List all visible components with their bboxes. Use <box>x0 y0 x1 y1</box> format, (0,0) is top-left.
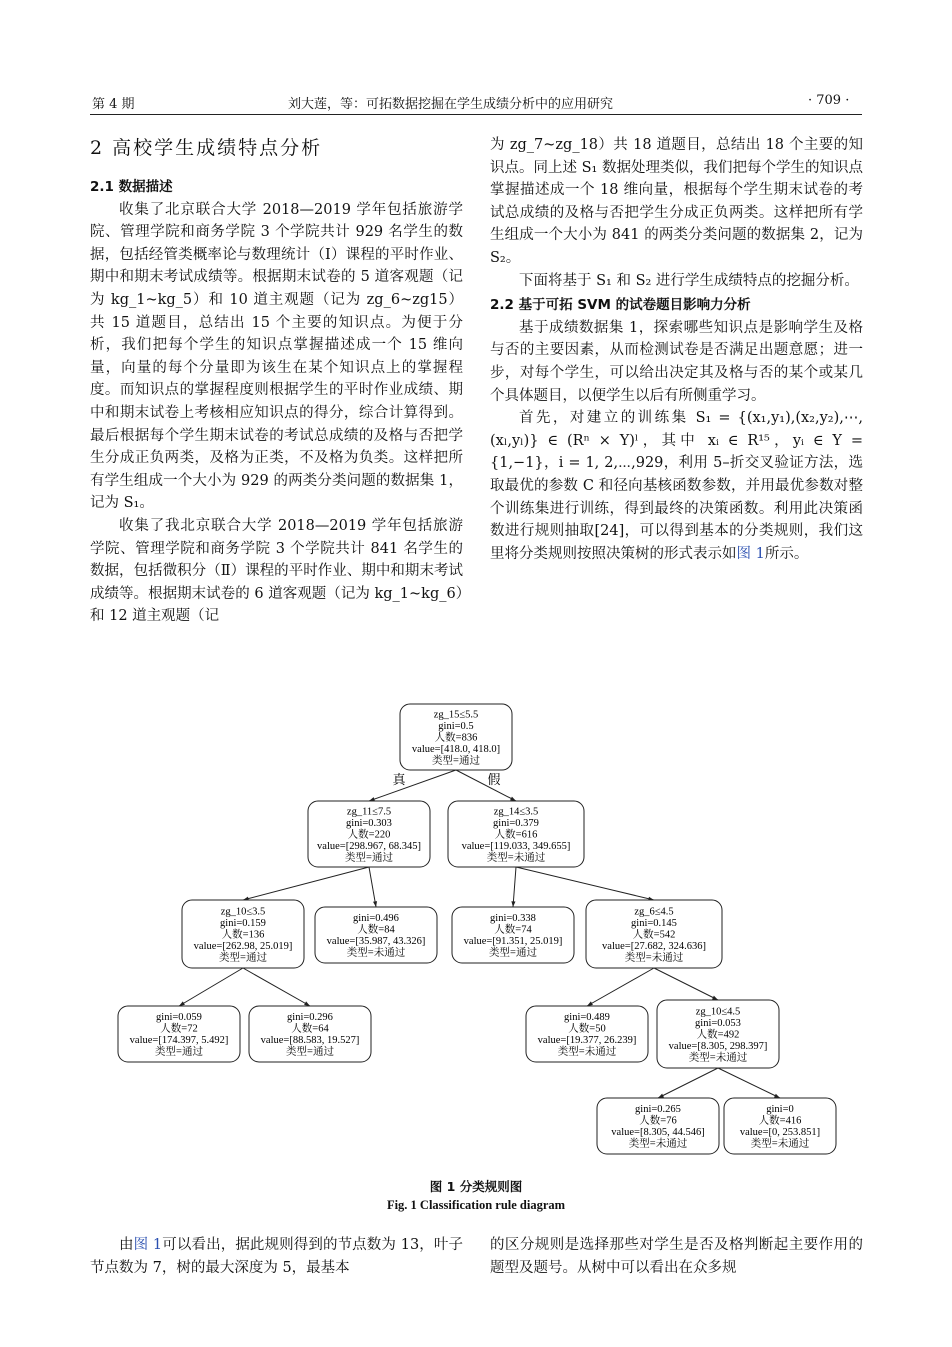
right-column <box>490 134 863 565</box>
figure-caption-cn: 图 1 分类规则图 <box>429 1179 523 1194</box>
tree-node-line: value=[418.0, 418.0] <box>411 743 501 755</box>
article-running-title: 刘大莲，等：可拓数据挖掘在学生成绩分析中的应用研究 <box>288 97 614 112</box>
paragraph-text: 首先，对建立的训练集 S₁ = {(x₁,y₁),(x₂,y₂),⋯,(xₗ,yₗ)} ∈ (Rⁿ × Y)ˡ，其中 xᵢ ∈ R¹⁵，yᵢ ∈ Y = {1,−1}，i = 1, 2,⋯,929，利用 5–折交叉验证方法，选取最优的参数 C 和径向基核函数参数，并用最优参数对整个训练集进行训练，得到最终的决策函数。利用此决策函数进行规则抽取[24]，可以得到基本的分类规则，我们这里将分类规则按照决策树的形式表示如 <box>490 410 863 562</box>
tree-node-line: zg_10≤4.5 <box>695 1006 741 1018</box>
figure-1-link[interactable]: 图 1 <box>736 545 765 562</box>
tree-node-line: value=[91.351, 25.019] <box>463 936 563 947</box>
paragraph: 基于成绩数据集 1，探索哪些知识点是影响学生及格与否的主要因素，从而检测试卷是否满足出题意愿；进一步，对每个学生，可以给出决定其及格与否的某个或某几个具体题目，以便学生以后有所侧重学习。 <box>490 319 863 404</box>
tree-node-line: gini=0.5 <box>438 720 474 732</box>
edge-label-false: 假 <box>487 772 501 787</box>
tree-node-line: zg_6≤4.5 <box>634 906 674 918</box>
paragraph-text: 所示。 <box>764 545 809 562</box>
tree-node-line: zg_14≤3.5 <box>493 806 539 818</box>
tree-edge-arrow <box>510 797 516 801</box>
tree-node-line: zg_15≤5.5 <box>433 709 479 721</box>
tree-node-line: gini=0.053 <box>695 1017 741 1029</box>
tree-node-line: gini=0.145 <box>631 917 677 929</box>
tree-edge <box>179 968 243 1006</box>
tree-edge-arrow <box>587 1001 593 1006</box>
tree-node-6 <box>586 900 722 968</box>
tree-node-0 <box>400 704 512 770</box>
tree-node-7 <box>118 1006 240 1062</box>
tree-node-line: value=[0, 253.851] <box>739 1127 821 1138</box>
tree-node-line: 类型=未通过 <box>628 1138 688 1150</box>
tree-node-line: 类型=未通过 <box>750 1138 810 1150</box>
tree-node-line: 人数=50 <box>568 1023 606 1035</box>
tree-node-line: value=[262.98, 25.019] <box>193 940 293 952</box>
tree-edge <box>587 968 654 1006</box>
tree-edge <box>654 968 718 1000</box>
tree-node-2 <box>448 801 584 867</box>
issue-number: 第 4 期 <box>92 97 135 112</box>
tree-edge <box>369 867 376 907</box>
tree-node-line: 类型=通过 <box>155 1046 203 1058</box>
tree-node-line: 人数=416 <box>758 1115 802 1127</box>
tree-nodes <box>118 704 836 1154</box>
tree-node-line: zg_11≤7.5 <box>346 806 392 818</box>
tree-node-line: 人数=64 <box>291 1023 329 1035</box>
tree-node-line: gini=0.296 <box>287 1012 333 1023</box>
tree-node-line: gini=0.059 <box>156 1012 202 1023</box>
tree-edge-arrow <box>304 1001 310 1006</box>
tree-node-line: gini=0.265 <box>635 1104 681 1115</box>
figure-1-link[interactable]: 图 1 <box>133 1237 163 1253</box>
tree-node-line: 人数=616 <box>494 829 538 841</box>
tree-node-line: value=[8.305, 298.397] <box>668 1040 768 1052</box>
subsection-2-1-title: 2.1 数据描述 <box>90 179 173 195</box>
edge-label-true: 真 <box>392 772 406 787</box>
tree-node-line: value=[298.967, 68.345] <box>317 840 421 852</box>
tree-edge-arrow <box>658 1094 664 1098</box>
tree-node-line: zg_10≤3.5 <box>220 906 266 918</box>
tree-node-line: gini=0.496 <box>353 913 399 924</box>
tree-node-line: 类型=未通过 <box>557 1046 617 1058</box>
tree-node-line: value=[119.033, 349.655] <box>461 840 571 852</box>
tree-node-5 <box>452 907 574 963</box>
tree-edge <box>513 867 516 907</box>
tree-node-line: 人数=220 <box>347 829 391 841</box>
paragraph-text: 可以看出，据此规则得到的节点数为 13，叶子节点数为 7，树的最大深度为 5，最基本 <box>90 1237 463 1276</box>
tree-node-line: 人数=72 <box>160 1023 198 1035</box>
tree-node-12 <box>724 1098 836 1154</box>
header-rule <box>90 114 862 115</box>
tree-edge-arrow <box>179 1001 185 1006</box>
tree-node-line: gini=0.338 <box>490 913 536 924</box>
tree-node-line: gini=0 <box>766 1104 794 1115</box>
tree-node-line: 类型=通过 <box>489 947 537 959</box>
tree-node-8 <box>249 1006 371 1062</box>
tree-node-line: 类型=通过 <box>286 1046 334 1058</box>
tree-node-line: 类型=未通过 <box>624 952 684 964</box>
paragraph: 为 zg_7~zg_18）共 18 道题目，总结出 18 个主要的知识点。同上述 S₁ 数据处理类似，我们把每个学生的知识点掌握描述成一个 18 维向量，根据每个学生期末试卷的考试总成绩的及格与否把学生分成正负两类。这样把所有学生组成一个大小为 841 的两类分类问题的数据集 2，记为 S₂。 <box>490 137 863 266</box>
tree-node-line: 人数=542 <box>632 929 676 941</box>
tree-node-line: 人数=84 <box>357 924 395 936</box>
tree-edge <box>516 867 654 900</box>
paragraph <box>90 1234 463 1279</box>
tree-edge-arrow <box>712 996 718 1000</box>
tree-node-9 <box>526 1006 648 1062</box>
tree-node-line: 人数=76 <box>639 1115 677 1127</box>
left-column-continued <box>90 1234 463 1279</box>
tree-node-3 <box>182 900 304 968</box>
tree-node-line: value=[88.583, 19.527] <box>260 1035 360 1046</box>
tree-node-line: value=[8.305, 44.546] <box>611 1127 705 1138</box>
section-title: 2 高校学生成绩特点分析 <box>90 137 323 159</box>
tree-node-line: 人数=74 <box>494 924 532 936</box>
tree-node-line: gini=0.489 <box>564 1012 610 1023</box>
tree-node-line: 人数=836 <box>434 732 478 744</box>
tree-node-line: 人数=136 <box>221 929 265 941</box>
tree-node-line: value=[35.987, 43.326] <box>326 936 426 947</box>
tree-node-10 <box>657 1000 779 1068</box>
paragraph: 的区分规则是选择那些对学生是否及格判断起主要作用的题型及题号。从树中可以看出在众多规 <box>490 1237 863 1276</box>
tree-node-line: 类型=未通过 <box>486 852 546 864</box>
tree-edge <box>718 1068 780 1098</box>
figure-caption-en: Fig. 1 Classification rule diagram <box>386 1198 566 1212</box>
tree-node-11 <box>597 1098 719 1154</box>
tree-node-line: value=[19.377, 26.239] <box>537 1035 637 1046</box>
tree-node-line: 类型=通过 <box>432 755 480 767</box>
tree-edge <box>369 770 456 801</box>
left-column <box>90 134 463 628</box>
tree-edge-arrow <box>774 1094 780 1098</box>
tree-node-line: value=[27.682, 324.636] <box>602 940 706 952</box>
subsection-2-2-title: 2.2 基于可拓 SVM 的试卷题目影响力分析 <box>490 297 751 314</box>
tree-node-4 <box>315 907 437 963</box>
tree-node-line: gini=0.303 <box>346 817 392 829</box>
paragraph <box>490 407 863 565</box>
paragraph: 下面将基于 S₁ 和 S₂ 进行学生成绩特点的挖掘分析。 <box>519 272 859 289</box>
tree-edge <box>658 1068 718 1098</box>
paragraph: 收集了北京联合大学 2018—2019 学年包括旅游学院、管理学院和商务学院 3 个学院共计 929 名学生的数据，包括经管类概率论与数理统计（Ⅰ）课程的平时作业、期中和期末考试成绩等。根据期末试卷的 5 道客观题（记为 kg_1~kg_5）和 10 道主观题（记为 zg_6~zg15）共 15 道题目，总结出 15 个主要的知识点。为便于分析，我们把每个学生的知识点掌握描述成一个 15 维向量，向量的每个分量即为该生在某个知识点上的掌握程度。而知识点的掌握程度则根据学生的平时作业成绩、期中和期末试卷上考核相应知识点的得分，综合计算得到。最后根据每个学生期末试卷的考试总成绩的及格与否把学生分成正负两类，及格为正类，不及格为负类。这样把所有学生组成一个大小为 929 的两类分类问题的数据集 1，记为 S₁。 <box>90 201 463 512</box>
paragraph-text: 由 <box>119 1237 134 1253</box>
classification-tree-diagram <box>90 700 862 1165</box>
tree-node-line: 类型=通过 <box>345 852 393 864</box>
tree-edge <box>243 968 310 1006</box>
tree-edge-arrow <box>373 901 377 907</box>
tree-node-line: gini=0.159 <box>220 917 266 929</box>
tree-node-line: 类型=未通过 <box>346 947 406 959</box>
tree-edge <box>456 770 516 801</box>
tree-node-line: 类型=未通过 <box>688 1052 748 1064</box>
page-number: · 709 · <box>808 93 850 108</box>
paragraph: 收集了我北京联合大学 2018—2019 学年包括旅游学院、管理学院和商务学院 3 个学院共计 841 名学生的数据，包括微积分（Ⅱ）课程的平时作业、期中和期末考试成绩等。根据期末试卷的 6 道客观题（记为 kg_1~kg_6）和 12 道主观题（记 <box>90 517 463 625</box>
tree-node-line: value=[174.397, 5.492] <box>129 1035 229 1046</box>
tree-node-line: gini=0.379 <box>493 817 539 829</box>
tree-node-line: 人数=492 <box>696 1029 740 1041</box>
tree-node-line: 类型=通过 <box>219 952 267 964</box>
tree-edge-arrow <box>369 797 375 801</box>
tree-edge <box>243 867 369 900</box>
tree-node-1 <box>308 801 430 867</box>
right-column-continued <box>490 1234 863 1279</box>
